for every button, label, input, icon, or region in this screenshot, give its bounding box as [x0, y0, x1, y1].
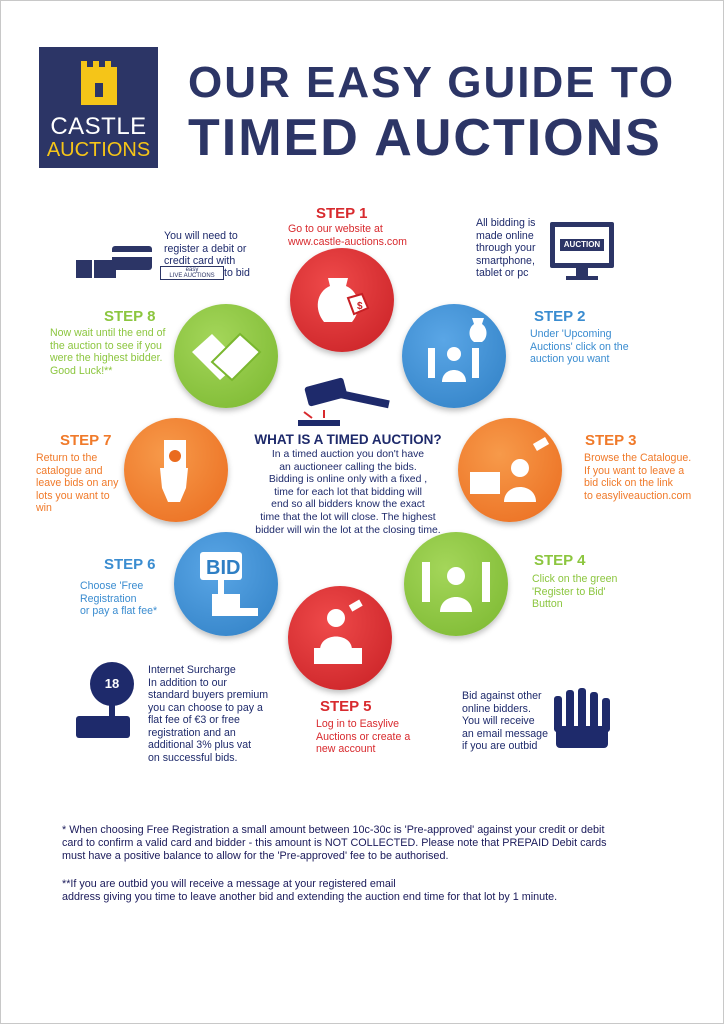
paddle-icon — [76, 662, 146, 748]
footnote-outbid — [62, 878, 702, 904]
center-line: time that the lot will close. The highest — [260, 511, 436, 523]
step-1-line: Go to our website at — [288, 223, 383, 235]
center-line: time for each lot that bidding will — [274, 486, 422, 498]
bid-sign-icon — [174, 532, 278, 636]
step-7-text — [36, 452, 130, 515]
auctioneer-podium-icon — [288, 586, 392, 690]
card-note-to-bid: to bid — [224, 267, 250, 279]
step-2-line: Auctions' click on the — [530, 340, 629, 353]
step-6-line: Choose 'Free — [80, 580, 144, 592]
step-8-title: STEP 8 — [104, 308, 156, 325]
step-1-circle — [290, 248, 394, 352]
step-8-circle — [174, 304, 278, 408]
center-line: In a timed auction you don't have — [271, 449, 425, 460]
step-2-circle — [402, 304, 506, 408]
step-3-line: to easyliveauction.com — [584, 489, 692, 502]
step-7-line: catalogue and — [36, 464, 103, 477]
surcharge-line: on successful bids. — [148, 751, 238, 764]
step-8-line: the auction to see if you — [50, 339, 162, 352]
step-1-url: www.castle-auctions.com — [288, 235, 407, 248]
surcharge-note — [148, 664, 288, 764]
monitor-icon — [550, 222, 614, 282]
step-3-text — [584, 452, 716, 502]
step-7-line: lots you want to — [36, 489, 110, 502]
card-note-line: credit card with — [164, 255, 236, 267]
step-6-title: STEP 6 — [104, 556, 156, 573]
footnote-line: * When choosing Free Registration a small amount between 10c-30c is 'Pre-approved' against your credit or debit — [62, 824, 605, 836]
surcharge-line: standard buyers premium — [148, 689, 269, 701]
center-line: end so all bidders know the exact — [271, 499, 425, 511]
step-5-text — [316, 718, 436, 756]
step-1-text — [288, 223, 428, 248]
step-1-title: STEP 1 — [316, 205, 368, 222]
step-3-title: STEP 3 — [585, 432, 637, 449]
footnote-line: card to confirm a valid card and bidder - this amount is NOT COLLECTED. Please note that PREPAID Debit cards — [62, 837, 607, 849]
online-note-line: smartphone, — [476, 254, 535, 267]
gavel-icon — [294, 376, 394, 428]
logo-text-auctions: AUCTIONS — [46, 139, 151, 161]
paddle-number: 18 — [104, 676, 120, 691]
step-2-title: STEP 2 — [534, 308, 586, 325]
page-title-line-2: TIMED AUCTIONS — [188, 109, 662, 167]
step-4-circle — [404, 532, 508, 636]
online-note-line: made online — [476, 229, 534, 242]
surcharge-line: you can choose to pay a — [148, 701, 263, 714]
step-5-circle — [288, 586, 392, 690]
step-8-text — [50, 327, 178, 377]
raised-hands-icon — [404, 532, 508, 636]
center-description — [230, 449, 466, 537]
footnote-line: must have a positive balance to allow for the 'Pre-approved' fee to be authorised. — [62, 850, 449, 862]
vase-price-tag-icon — [290, 248, 394, 352]
step-3-line: Browse the Catalogue. — [584, 452, 692, 464]
easylive-badge-text: LIVE AUCTIONS — [169, 273, 215, 279]
logo-text-castle: CASTLE — [50, 113, 147, 140]
step-6-line: or pay a flat fee* — [80, 605, 158, 617]
handshake-icon — [174, 304, 278, 408]
castle-tower-icon — [39, 47, 158, 117]
surcharge-line: In addition to our — [148, 676, 227, 689]
easylive-badge — [160, 266, 224, 280]
step-3-line: bid click on the link — [584, 477, 673, 489]
step-7-line: win — [36, 502, 52, 514]
step-7-title: STEP 7 — [60, 432, 112, 449]
hand-credit-card-icon — [74, 244, 156, 280]
step-4-line: Button — [532, 598, 563, 610]
outbid-line: an email message — [462, 727, 548, 740]
step-4-title: STEP 4 — [534, 552, 586, 569]
step-6-circle — [174, 532, 278, 636]
card-note-line: register a debit or — [164, 242, 247, 255]
step-8-line: Good Luck!** — [50, 364, 113, 377]
outbid-note — [462, 690, 562, 753]
center-line: bidder will win the lot at the closing time. — [255, 524, 441, 536]
online-note-line: tablet or pc — [476, 267, 529, 279]
bidders-vase-icon — [402, 304, 506, 408]
step-3-circle — [458, 418, 562, 522]
surcharge-line: additional 3% plus vat — [148, 739, 252, 751]
step-6-text — [80, 580, 176, 618]
online-note-line: All bidding is — [476, 217, 536, 229]
online-note-line: through your — [476, 242, 536, 254]
step-8-line: Now wait until the end of — [50, 327, 166, 339]
step-6-line: Registration — [80, 592, 137, 605]
auction-screen-label: AUCTION — [560, 239, 604, 251]
footnote-line: address giving you time to leave another bid and extending the auction end time for that lot by 1 minute. — [62, 891, 558, 903]
card-note — [164, 230, 274, 268]
step-8-line: were the highest bidder. — [50, 352, 163, 364]
step-5-line: Log in to Easylive — [316, 718, 400, 730]
surcharge-line: registration and an — [148, 726, 236, 739]
castle-auctions-logo — [39, 47, 158, 168]
step-7-circle — [124, 418, 228, 522]
step-4-line: 'Register to Bid' — [532, 585, 606, 598]
outbid-line: You will receive — [462, 715, 535, 727]
step-5-title: STEP 5 — [320, 698, 372, 715]
step-4-line: Click on the green — [532, 573, 618, 585]
step-5-line: new account — [316, 743, 376, 755]
page-title-line-1: OUR EASY GUIDE TO — [188, 58, 676, 107]
step-7-line: Return to the — [36, 452, 98, 464]
surcharge-line: flat fee of €3 or free — [148, 714, 240, 726]
footnote-line: **If you are outbid you will receive a message at your registered email — [62, 878, 396, 890]
outbid-line: online bidders. — [462, 702, 531, 715]
svg-text:$: $ — [357, 301, 363, 312]
step-5-line: Auctions or create a — [316, 730, 411, 743]
step-3-line: If you want to leave a — [584, 464, 685, 477]
outbid-line: if you are outbid — [462, 740, 538, 752]
center-line: an auctioneer calling the bids. — [279, 461, 417, 473]
step-4-text — [532, 573, 652, 611]
surcharge-line: Internet Surcharge — [148, 664, 236, 676]
easylive-badge-text: easy — [185, 267, 199, 273]
bid-sign-text: BID — [206, 557, 241, 579]
center-heading: WHAT IS A TIMED AUCTION? — [254, 432, 442, 447]
step-2-line: Under 'Upcoming — [530, 328, 612, 340]
step-2-line: auction you want — [530, 353, 610, 365]
auctioneer-painting-icon — [458, 418, 562, 522]
bidding-hands-icon — [550, 686, 614, 750]
center-line: Bidding is online only with a fixed , — [268, 474, 428, 486]
step-7-line: leave bids on any — [36, 477, 119, 489]
step-2-text — [530, 328, 650, 366]
outbid-line: Bid against other — [462, 690, 542, 702]
hand-money-icon — [124, 418, 228, 522]
card-note-line: You will need to — [164, 230, 238, 242]
footnote-registration — [62, 824, 702, 863]
